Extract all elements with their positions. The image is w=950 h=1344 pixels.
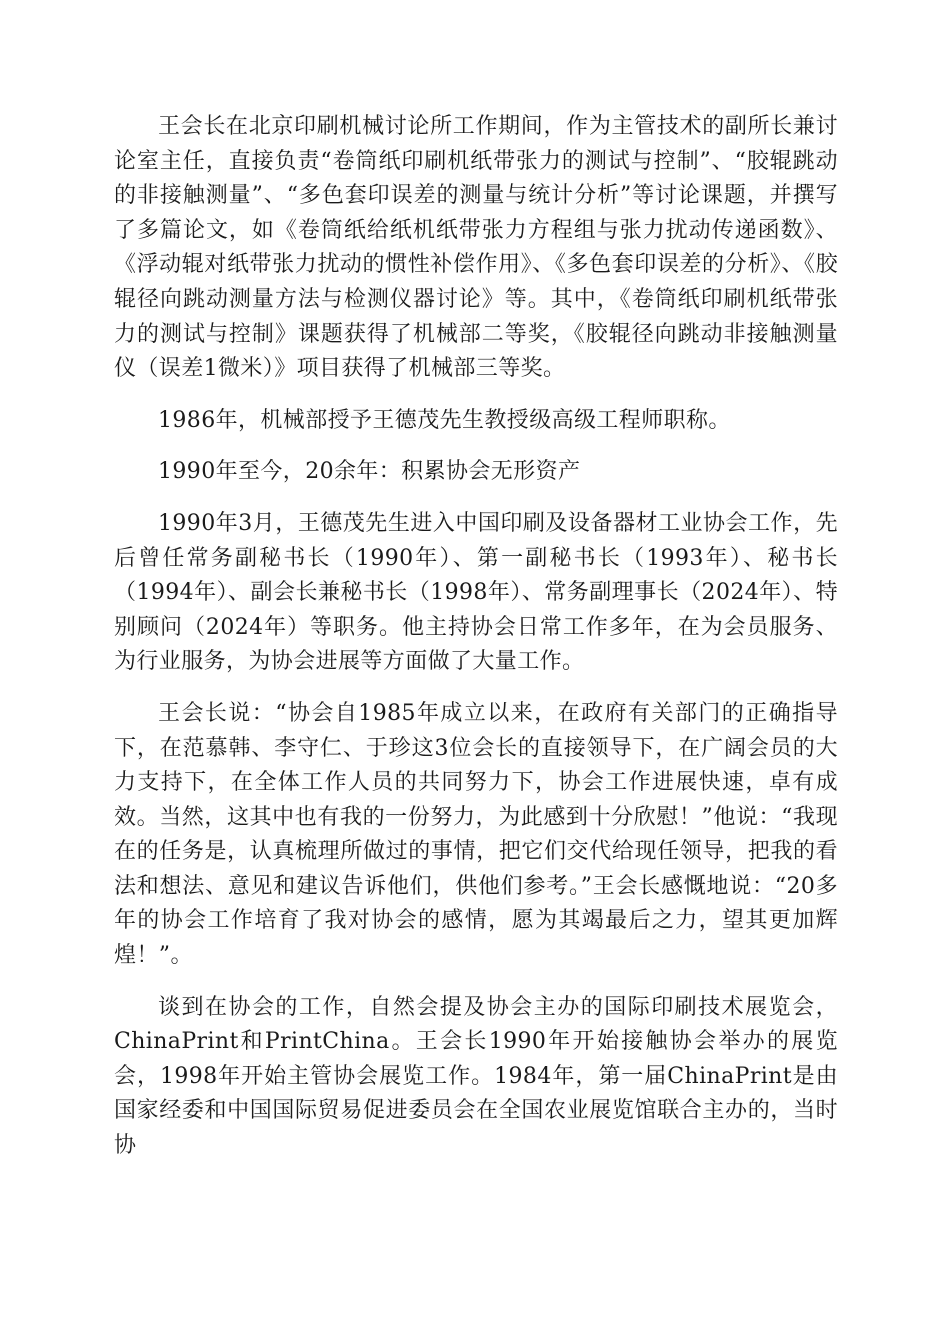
paragraph-quote: 王会长说：“协会自1985年成立以来，在政府有关部门的正确指导下，在范慕韩、李守仁、于珍这3位会长的直接领导下，在广阔会员的大力支持下，在全体工作人员的共同努力下，协会工作进展快速，卓有成效。当然，这其中也有我的一份努力，为此感到十分欣慰！”他说：“我现在的任务是，认真梳理所做过的事情，把它们交代给现任领导，把我的看法和想法、意见和建议告诉他们，供他们参考。”王会长感慨地说：“20多年的协会工作培育了我对协会的感情，愿为其竭最后之力，望其更加辉煌！”。 [114,700,838,969]
paragraph-association-positions: 1990年3月，王德茂先生进入中国印刷及设备器材工业协会工作，先后曾任常务副秘书长（1990年）、第一副秘书长（1993年）、秘书长（1994年）、副会长兼秘书长（1998年）、常务副理事长（2024年）、特别顾问（2024年）等职务。他主持协会日常工作多年，在为会员服务、为行业服务，为协会进展等方面做了大量工作。 [114,510,838,675]
paragraph-research-work: 王会长在北京印刷机械讨论所工作期间，作为主管技术的副所长兼讨论室主任，直接负责“卷筒纸印刷机纸带张力的测试与控制”、“胶辊跳动的非接触测量”、“多色套印误差的测量与统计分析”等讨论课题，并撰写了多篇论文，如《卷筒纸给纸机纸带张力方程组与张力扰动传递函数》、《浮动辊对纸带张力扰动的惯性补偿作用》、《多色套印误差的分析》、《胶辊径向跳动测量方法与检测仪器讨论》等。其中，《卷筒纸印刷机纸带张力的测试与控制》课题获得了机械部二等奖，《胶辊径向跳动非接触测量仪（误差1微米）》项目获得了机械部三等奖。 [114,114,838,382]
document-body [114,110,838,1181]
paragraph-exhibition: 谈到在协会的工作，自然会提及协会主办的国际印刷技术展览会，ChinaPrint和PrintChina。王会长1990年开始接触协会举办的展览会，1998年开始主管协会展览工作。1984年，第一届ChinaPrint是由国家经委和中国国际贸易促进委员会在全国农业展览馆联合主办的，当时协 [114,994,838,1159]
section-heading-1990-present: 1990年至今，20余年：积累协会无形资产 [158,459,581,485]
paragraph-title-award: 1986年，机械部授予王德茂先生教授级高级工程师职称。 [158,407,731,433]
